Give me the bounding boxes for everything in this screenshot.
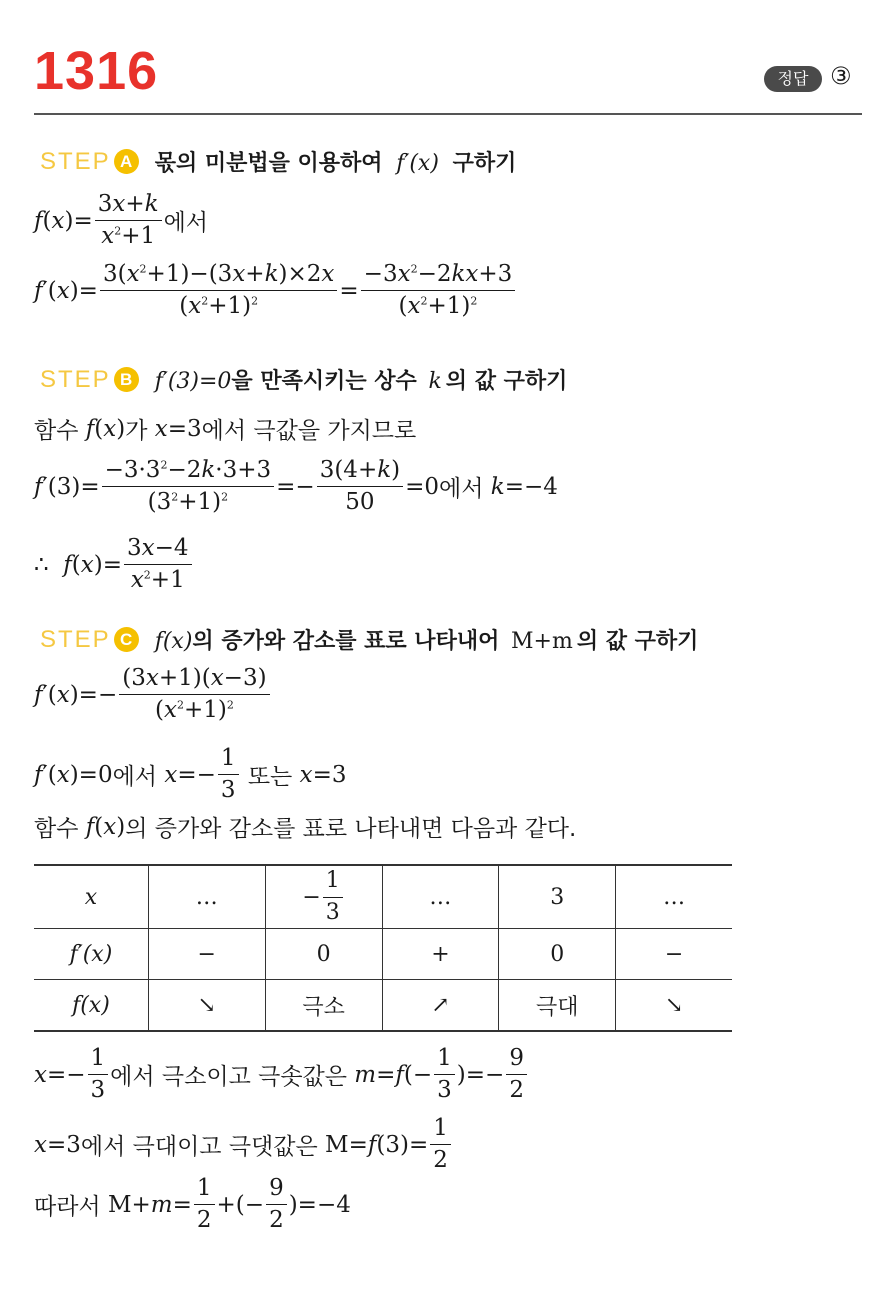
table-row xyxy=(34,929,732,980)
step-c-heading xyxy=(40,624,698,655)
table-cell-neg-one-third: − $\frac{1}{3}$ xyxy=(265,865,382,929)
fprime-factored: f ′( x )=− $\frac{(3x+1)(x-3)}{(x^2+1)^2}$ xyxy=(34,666,272,724)
step-label: STEP xyxy=(40,625,111,653)
step-b-badge: B xyxy=(114,367,139,392)
local-max-line: x =3 에서 극대이고 극댓값은 M= f (3)= $\frac{1}{2}$ xyxy=(34,1116,453,1174)
table-head-x: x xyxy=(34,865,148,929)
answer-badge: 정답 xyxy=(764,66,822,92)
table-row xyxy=(34,980,732,1032)
table-cell: … xyxy=(616,865,732,929)
step-label: STEP xyxy=(40,147,111,175)
fprime3-computation: f ′(3)= $\frac{-3\cdot 3^2-2k\cdot 3+3}{(3^2+1)^2}$ =− $\frac{3(4+k)}{50}$ =0 에서 k =−4 xyxy=(34,457,558,516)
increasing-arrow-icon: ↗ xyxy=(382,980,499,1032)
table-cell: 극대 xyxy=(499,980,616,1032)
step-a-title: 몫의 미분법을 이용하여 f′(x) 구하기 xyxy=(154,151,517,176)
fprime-expression: f ′( x )= $\frac{3(x^2+1)-(3x+k)\times 2x}{(x^2+1)^2}$ = $\frac{-3x^2-2kx+3}{(x^2+1)^2}$ xyxy=(34,262,517,320)
decreasing-arrow-icon: ↘ xyxy=(616,980,732,1032)
step-b-heading xyxy=(40,364,567,395)
fx-definition: f ( x )= $\frac{3x+k}{x^2+1}$ 에서 xyxy=(34,191,209,250)
table-cell: 0 xyxy=(265,929,382,980)
table-cell: 0 xyxy=(499,929,616,980)
increase-decrease-table xyxy=(34,864,732,1032)
extremum-condition-line: 함수 f(x) 가 x=3 에서 극값을 가지므로 xyxy=(34,415,417,444)
table-row xyxy=(34,865,732,929)
table-cell: + xyxy=(382,929,499,980)
answer-value: ③ xyxy=(830,62,852,90)
step-b-title: f′(3)=0을 만족시키는 상수 k 의 값 구하기 xyxy=(154,369,568,394)
step-label: STEP xyxy=(40,365,111,393)
table-cell: 3 xyxy=(499,865,616,929)
local-min-line: x =− $\frac{1}{3}$ 에서 극소이고 극솟값은 m = f (− $\frac{1}{3}$ )=− $\frac{9}{2}$ xyxy=(34,1046,529,1104)
table-head-f: f(x) xyxy=(34,980,148,1032)
problem-number: 1316 xyxy=(34,41,159,101)
decreasing-arrow-icon: ↘ xyxy=(148,980,265,1032)
table-cell: 극소 xyxy=(265,980,382,1032)
step-a-badge: A xyxy=(114,149,139,174)
header-divider xyxy=(34,113,862,115)
step-c-title: f(x)의 증가와 감소를 표로 나타내어 M+m 의 값 구하기 xyxy=(154,629,699,654)
table-cell: … xyxy=(148,865,265,929)
table-cell: − xyxy=(616,929,732,980)
step-a-heading xyxy=(40,146,516,177)
final-answer-line: 따라서 M+ m = $\frac{1}{2}$ +(− $\frac{9}{2}$ )=−4 xyxy=(34,1175,351,1234)
step-c-badge: C xyxy=(114,627,139,652)
fx-result: ∴ f ( x )= $\frac{3x-4}{x^2+1}$ xyxy=(34,536,194,594)
table-head-fprime: f′(x) xyxy=(34,929,148,980)
table-cell: − xyxy=(148,929,265,980)
table-intro-line: 함수 f(x) 의 증가와 감소를 표로 나타내면 다음과 같다. xyxy=(34,813,577,842)
critical-points-line: f ′( x )=0 에서 x =− $\frac{1}{3}$ 또는 x =3 xyxy=(34,745,347,804)
table-cell: … xyxy=(382,865,499,929)
